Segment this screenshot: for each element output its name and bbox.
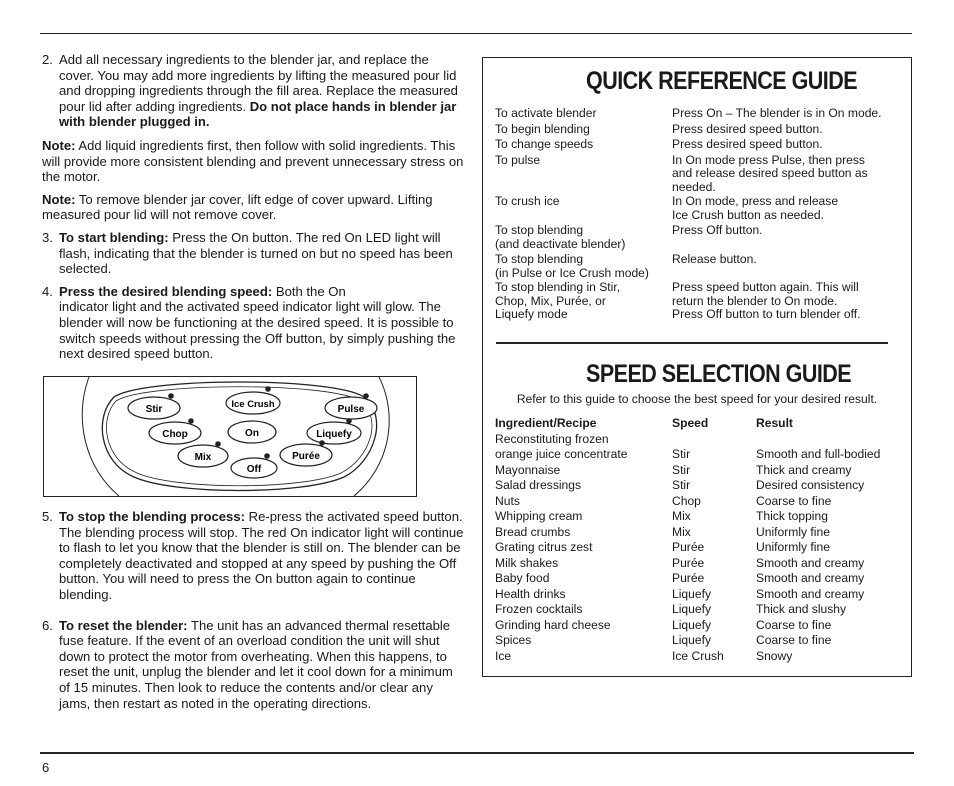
table-row [495, 154, 900, 195]
table-row [495, 587, 900, 603]
control-panel-illustration [44, 377, 416, 496]
pulse-indicator-light [363, 393, 369, 399]
cell-ingredient: Salad dressings [495, 478, 582, 492]
step-number: 3. [42, 229, 53, 245]
reference-action-line: To change speeds [495, 137, 594, 151]
cell-ingredient: Ice [495, 648, 512, 663]
table-row [495, 618, 900, 634]
note-cover [42, 192, 466, 223]
table-row [495, 107, 900, 121]
on-indicator-light [264, 453, 270, 459]
cell-result: Thick topping [756, 509, 828, 523]
cell-result: Smooth and creamy [756, 571, 865, 585]
reference-action-line: (and deactivate blender) [495, 236, 626, 251]
ice-crush-indicator-light [265, 386, 271, 392]
chop-indicator-light [188, 418, 194, 424]
table-header-row [495, 416, 900, 432]
reference-action-line: To activate blender [495, 106, 597, 120]
mix-indicator-light [215, 441, 221, 447]
reference-action [495, 123, 672, 137]
table-row [495, 602, 900, 618]
reference-box [482, 57, 912, 677]
table-row [495, 224, 900, 251]
reference-action-line: To pulse [495, 152, 541, 167]
header-ingredient: Ingredient/Recipe [495, 416, 597, 430]
step-number: 5. [42, 509, 53, 524]
cell-speed: Liquefy [672, 617, 711, 632]
puree-button-label: Purée [292, 451, 320, 462]
stir-indicator-light [168, 393, 174, 399]
cell-ingredient: Grating citrus zest [495, 540, 593, 554]
reference-instruction-line: Release button. [672, 252, 757, 266]
step-text: Press the On button. The red On LED light will flash, indicating that the blender is turned on but no speed has been selected. [59, 229, 453, 277]
speed-selection-table [495, 416, 900, 664]
cell-speed: Purée [672, 555, 705, 570]
reference-instruction-line: Press Off button. [672, 223, 763, 237]
reference-action [495, 195, 672, 222]
reference-instruction-line: return the blender to On mode. [672, 293, 838, 308]
table-row [495, 633, 900, 649]
page-number: 6 [42, 760, 50, 775]
reference-instruction-line: Press desired speed button. [672, 121, 823, 136]
cell-ingredient: Reconstituting frozen [495, 431, 609, 446]
blender-control-panel [43, 376, 417, 497]
reference-action [495, 154, 672, 195]
reference-instruction [672, 195, 900, 222]
stir-button-label: Stir [145, 404, 163, 415]
reference-instruction [672, 224, 900, 251]
cell-result: Desired consistency [756, 478, 865, 492]
step-heading: To stop the blending process: [59, 509, 245, 524]
cell-result: Coarse to fine [756, 633, 832, 647]
reference-instruction [672, 138, 900, 152]
table-row [495, 281, 900, 322]
cell-result: Coarse to fine [756, 493, 832, 508]
reference-instruction-line: In On mode press Pulse, then press [672, 152, 865, 167]
pulse-button-label: Pulse [337, 404, 365, 415]
cell-result: Uniformly fine [756, 524, 830, 539]
cell-ingredient: Nuts [495, 493, 520, 508]
cell-speed: Chop [672, 493, 701, 508]
cell-result: Snowy [756, 648, 793, 663]
cell-ingredient: Grinding hard cheese [495, 617, 611, 632]
off-button-label: Off [246, 464, 262, 475]
top-rule [40, 33, 912, 34]
cell-speed: Stir [672, 478, 691, 492]
cell-ingredient: Bread crumbs [495, 524, 571, 539]
quick-reference-table [495, 107, 900, 322]
chop-button-label: Chop [162, 429, 188, 440]
cell-ingredient: orange juice concentrate [495, 447, 628, 461]
reference-instruction-line: Press speed button again. This will [672, 280, 859, 294]
table-row [495, 195, 900, 222]
reference-action [495, 138, 672, 152]
step-text: Re-press the activated speed button. The blending process will stop. The red On indicator light will continue to flash to let you know that the blender is still on. The blender can be completely deactivated and stopped at any speed by pushing the Off button. You will need to press the On button again to continue blending. [59, 509, 464, 602]
reference-action [495, 224, 672, 251]
cell-result: Smooth and full-bodied [756, 447, 881, 461]
cell-result: Uniformly fine [756, 540, 830, 554]
step-text: indicator light and the activated speed indicator light will glow. The blender will now be functioning at the desired speed. It is possible to switch speeds without pressing the Off button, by simply pushing the next desired speed button. [59, 299, 456, 362]
ice-crush-button-label: Ice Crush [231, 399, 275, 410]
cell-speed [672, 432, 756, 448]
step-heading: To start blending: [59, 229, 169, 245]
reference-instruction [672, 107, 900, 121]
speed-guide-intro: Refer to this guide to choose the best speed for your desired result. [516, 392, 878, 406]
reference-instruction [672, 123, 900, 137]
reference-action-line: Liquefy mode [495, 307, 568, 321]
cell-result: Thick and slushy [756, 602, 847, 616]
reference-action-line: To stop blending in Stir, [495, 280, 621, 294]
instructions-column-lower [42, 509, 466, 711]
note-text: To remove blender jar cover, lift edge of cover upward. Lifting measured pour lid will not remove cover. [42, 191, 433, 223]
table-row [495, 253, 900, 280]
warning-text: Do not place hands in blender jar with blender plugged in. [59, 98, 457, 130]
on-button[interactable] [228, 421, 276, 443]
reference-instruction [672, 154, 900, 195]
table-row [495, 478, 900, 494]
reference-instruction-line: and release desired speed button as [672, 166, 868, 180]
reference-action-line: To crush ice [495, 194, 560, 208]
reference-action [495, 253, 672, 280]
step-5 [42, 509, 466, 603]
reference-instruction-line: Press desired speed button. [672, 137, 823, 151]
speed-selection-title: SPEED SELECTION GUIDE [586, 360, 852, 388]
reference-instruction-line: Press On – The blender is in On mode. [672, 106, 882, 120]
step-6 [42, 618, 466, 712]
reference-action-line: To begin blending [495, 121, 590, 136]
liquefy-indicator-light [346, 418, 352, 424]
header-speed: Speed [672, 416, 709, 430]
table-row [495, 138, 900, 152]
cell-speed: Liquefy [672, 586, 711, 601]
reference-instruction [672, 253, 900, 280]
note-label: Note: [42, 191, 76, 207]
cell-result: Thick and creamy [756, 462, 852, 477]
instructions-column [42, 52, 466, 362]
cell-speed: Liquefy [672, 633, 711, 647]
table-row [495, 571, 900, 587]
cell-result: Coarse to fine [756, 617, 832, 632]
table-row [495, 649, 900, 665]
cell-ingredient: Frozen cocktails [495, 602, 583, 616]
quick-reference-title: QUICK REFERENCE GUIDE [586, 67, 858, 95]
liquefy-button-label: Liquefy [316, 429, 352, 440]
step-number: 6. [42, 617, 53, 633]
step-text: The unit has an advanced thermal resettable fuse feature. If the event of an overload condition the unit will shut down to protect the motor from overheating. When this happens, to reset the unit, unplug the blender and let it cool down for a minimum of 15 minutes. Then look to reduce the contents and/or clear any jams, then restart as noted in the operating directions. [59, 617, 453, 711]
cell-ingredient: Baby food [495, 571, 550, 585]
bottom-rule [40, 752, 914, 754]
step-number: 4. [42, 283, 53, 299]
cell-speed: Liquefy [672, 602, 711, 616]
step-text: Both the On [272, 283, 346, 299]
reference-action [495, 107, 672, 121]
table-row [495, 123, 900, 137]
cell-speed: Mix [672, 524, 691, 539]
reference-instruction-line: Press Off button to turn blender off. [672, 307, 861, 321]
reference-instruction-line: needed. [672, 179, 716, 194]
cell-speed: Ice Crush [672, 648, 724, 663]
step-text: Add all necessary ingredients to the blender jar, and replace the cover. You may add more ingredients by lifting the measured pour lid and dropping ingredients through the fill area. Replace the measured pour lid after adding ingredients. [59, 52, 458, 114]
table-row [495, 447, 900, 463]
step-4 [42, 284, 466, 362]
note-liquid [42, 138, 466, 185]
cell-ingredient: Whipping cream [495, 509, 583, 523]
reference-action-line: Chop, Mix, Purée, or [495, 293, 606, 308]
cell-speed: Mix [672, 509, 691, 523]
step-2 [42, 52, 466, 130]
cell-speed: Purée [672, 540, 705, 554]
table-row [495, 463, 900, 479]
reference-instruction-line: Ice Crush button as needed. [672, 207, 824, 222]
step-3 [42, 230, 466, 277]
reference-action-line: (in Pulse or Ice Crush mode) [495, 265, 649, 280]
note-text: Add liquid ingredients first, then follow with solid ingredients. This will provide more consistent blending and prevent unnecessary stress on the motor. [42, 137, 464, 185]
step-heading: Press the desired blending speed: [59, 283, 273, 299]
table-row [495, 556, 900, 572]
cell-speed: Stir [672, 462, 691, 477]
mix-button-label: Mix [194, 452, 212, 463]
header-result: Result [756, 416, 793, 430]
step-number: 2. [42, 52, 53, 67]
note-label: Note: [42, 137, 76, 153]
reference-action-line: To stop blending [495, 252, 584, 266]
cell-ingredient: Spices [495, 633, 532, 647]
table-row [495, 540, 900, 556]
section-divider [496, 342, 888, 344]
cell-ingredient: Health drinks [495, 586, 566, 601]
cell-ingredient: Milk shakes [495, 555, 559, 570]
table-row [495, 525, 900, 541]
step-heading: To reset the blender: [59, 617, 188, 633]
table-row [495, 509, 900, 525]
reference-action-line: To stop blending [495, 223, 584, 237]
table-row [495, 494, 900, 510]
cell-speed: Stir [672, 447, 691, 461]
cell-ingredient: Mayonnaise [495, 462, 561, 477]
cell-speed: Purée [672, 571, 705, 585]
reference-instruction-line: In On mode, press and release [672, 194, 839, 208]
on-button-label: On [245, 428, 259, 439]
cell-result: Smooth and creamy [756, 586, 865, 601]
reference-instruction [672, 281, 900, 322]
puree-indicator-light [319, 440, 325, 446]
table-row [495, 432, 900, 448]
cell-result: Smooth and creamy [756, 555, 865, 570]
cell-result [756, 432, 900, 448]
reference-action [495, 281, 672, 322]
